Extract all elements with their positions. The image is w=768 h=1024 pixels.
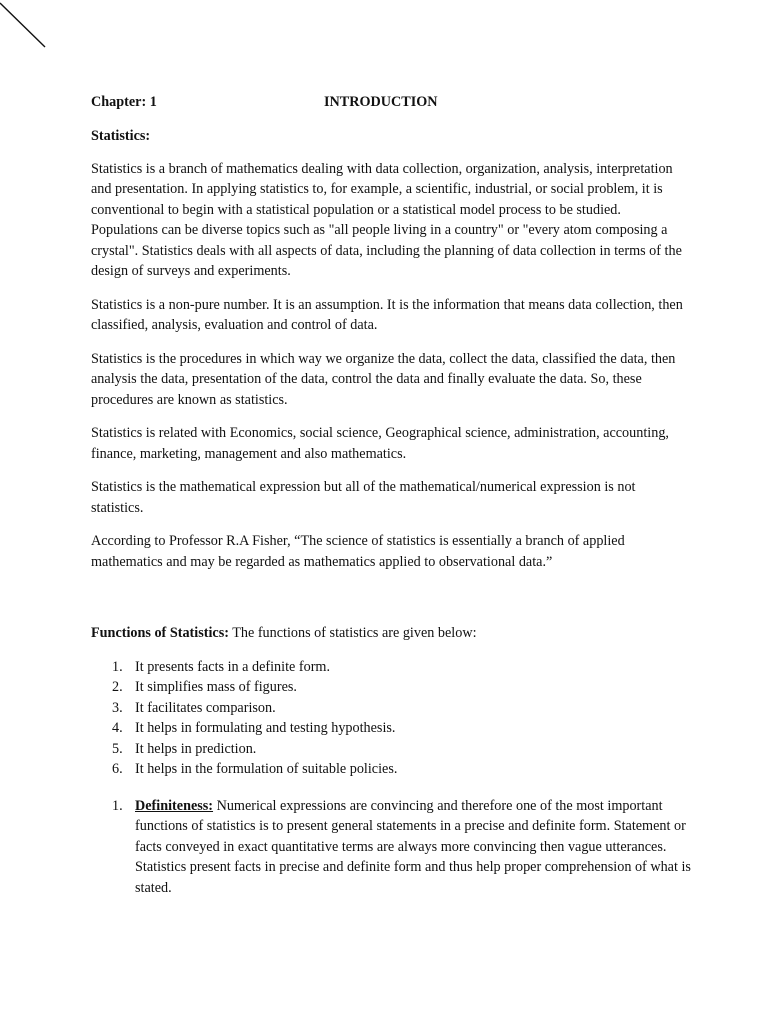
- quote-paragraph: According to Professor R.A Fisher, “The science of statistics is essentially a branch of applied mathematics and may be regarded as mathematics applied to observational data.”: [91, 533, 625, 570]
- list-item-text: It helps in formulating and testing hypothesis.: [135, 720, 396, 736]
- paragraph: Statistics is the mathematical expression but all of the mathematical/numerical expression is not statistics.: [91, 479, 636, 516]
- list-number: 3.: [112, 699, 123, 716]
- list-item: [91, 657, 691, 678]
- list-item: [91, 698, 691, 719]
- functions-heading: Functions of Statistics:: [91, 625, 229, 641]
- function-details-list: [91, 796, 691, 899]
- list-item-text: It helps in the formulation of suitable policies.: [135, 761, 398, 777]
- list-item-text: It helps in prediction.: [135, 740, 257, 757]
- list-number: 1.: [112, 658, 123, 675]
- paragraph: Statistics is a non-pure number. It is an assumption. It is the information that means data collection, then classified, analysis, evaluation and control of data.: [91, 296, 683, 333]
- list-item-text: It presents facts in a definite form.: [135, 658, 331, 675]
- paragraph: Statistics is related with Economics, social science, Geographical science, administration, accounting, finance, marketing, management and also mathematics.: [91, 425, 669, 462]
- paragraph: Statistics is the procedures in which way we organize the data, collect the data, classified the data, then analysis the data, presentation of the data, control the data and finally evaluate the data. So, these procedures are known as statistics.: [91, 350, 676, 408]
- page-corner-mark: [0, 0, 50, 50]
- list-item-text: It facilitates comparison.: [135, 699, 276, 716]
- list-item: [91, 759, 691, 780]
- paragraph: Statistics is a branch of mathematics dealing with data collection, organization, analysis, interpretation and presentation. In applying statistics to, for example, a scientific, industrial, or social problem, it is conventional to begin with a statistical population or a statistical model process to be studied. Populations can be diverse topics such as "all people living in a country" or "every atom composing a crystal". Statistics deals with all aspects of data, including the planning of data collection in terms of the design of surveys and experiments.: [91, 160, 682, 279]
- list-item: [91, 718, 691, 739]
- chapter-header: [91, 92, 691, 113]
- functions-intro-text: The functions of statistics are given below:: [228, 625, 477, 641]
- list-number: 2.: [112, 679, 123, 695]
- detail-text: Numerical expressions are convincing and therefore one of the most important functions of statistics is to present general statements in a precise and definite form. Statement or facts conveyed in exact quantitative terms are always more convincing then vague utterances. Statistics present facts in precise and definite form and thus help proper comprehension of what is stated.: [135, 797, 691, 896]
- list-item-text: It simplifies mass of figures.: [135, 679, 297, 695]
- document-page: [91, 92, 691, 898]
- list-number: 6.: [112, 761, 123, 777]
- chapter-title: INTRODUCTION: [324, 94, 438, 110]
- list-number: 5.: [112, 740, 123, 757]
- chapter-label: Chapter: 1: [91, 94, 157, 110]
- list-number: 4.: [112, 720, 123, 736]
- detail-item: [91, 796, 691, 899]
- functions-intro: [91, 623, 691, 644]
- detail-number: 1.: [112, 797, 123, 814]
- detail-term: Definiteness:: [135, 797, 214, 814]
- list-item: [91, 677, 691, 698]
- list-item: [91, 739, 691, 760]
- functions-list: [91, 657, 691, 780]
- section-heading: Statistics:: [91, 128, 151, 144]
